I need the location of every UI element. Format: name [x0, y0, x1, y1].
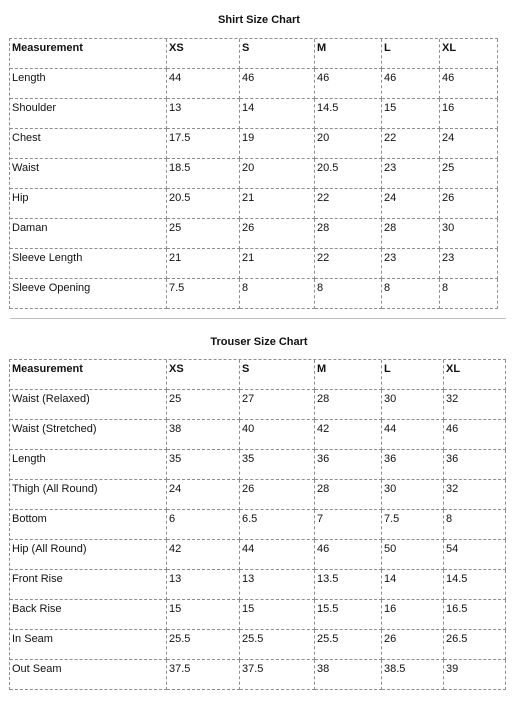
size-xl-cell: 46 — [444, 420, 506, 450]
size-s-cell: 13 — [240, 570, 315, 600]
row-label-cell: Back Rise — [10, 600, 167, 630]
table-row — [10, 420, 506, 450]
table-row — [10, 600, 506, 630]
table-row — [10, 279, 498, 309]
size-l-cell: 30 — [382, 480, 444, 510]
size-l-cell: 23 — [382, 159, 440, 189]
row-label-cell: Bottom — [10, 510, 167, 540]
column-header-l: L — [382, 360, 444, 390]
size-m-cell: 22 — [315, 189, 382, 219]
table-row — [10, 189, 498, 219]
size-s-cell: 27 — [240, 390, 315, 420]
size-m-cell: 25.5 — [315, 630, 382, 660]
size-xs-cell: 15 — [167, 600, 240, 630]
column-header-measurement: Measurement — [10, 360, 167, 390]
size-m-cell: 20 — [315, 129, 382, 159]
size-xs-cell: 6 — [167, 510, 240, 540]
size-xl-cell: 23 — [440, 249, 498, 279]
row-label-cell: Sleeve Length — [10, 249, 167, 279]
size-xs-cell: 44 — [167, 69, 240, 99]
table-row — [10, 660, 506, 690]
column-header-s: S — [240, 360, 315, 390]
size-m-cell: 28 — [315, 480, 382, 510]
table-row — [10, 219, 498, 249]
section-divider — [10, 318, 506, 319]
size-xl-cell: 54 — [444, 540, 506, 570]
size-m-cell: 22 — [315, 249, 382, 279]
size-l-cell: 15 — [382, 99, 440, 129]
size-xs-cell: 25 — [167, 219, 240, 249]
column-header-s: S — [240, 39, 315, 69]
size-xl-cell: 26 — [440, 189, 498, 219]
size-xs-cell: 24 — [167, 480, 240, 510]
size-m-cell: 46 — [315, 540, 382, 570]
table-row — [10, 69, 498, 99]
size-s-cell: 40 — [240, 420, 315, 450]
table-row — [10, 480, 506, 510]
table-header-row — [10, 360, 506, 390]
column-header-xl: XL — [444, 360, 506, 390]
table-row — [10, 630, 506, 660]
size-xs-cell: 7.5 — [167, 279, 240, 309]
column-header-m: M — [315, 360, 382, 390]
size-s-cell: 6.5 — [240, 510, 315, 540]
size-s-cell: 46 — [240, 69, 315, 99]
size-m-cell: 38 — [315, 660, 382, 690]
row-label-cell: Waist — [10, 159, 167, 189]
row-label-cell: Hip — [10, 189, 167, 219]
table-row — [10, 249, 498, 279]
size-m-cell: 14.5 — [315, 99, 382, 129]
size-xs-cell: 18.5 — [167, 159, 240, 189]
size-xl-cell: 14.5 — [444, 570, 506, 600]
table-row — [10, 390, 506, 420]
shirt-size-chart-title: Shirt Size Chart — [218, 14, 300, 26]
table-row — [10, 540, 506, 570]
trouser-size-table — [9, 359, 506, 690]
row-label-cell: Front Rise — [10, 570, 167, 600]
size-l-cell: 24 — [382, 189, 440, 219]
size-l-cell: 50 — [382, 540, 444, 570]
size-xs-cell: 38 — [167, 420, 240, 450]
size-s-cell: 44 — [240, 540, 315, 570]
table-header-row — [10, 39, 498, 69]
row-label-cell: Length — [10, 69, 167, 99]
size-m-cell: 36 — [315, 450, 382, 480]
row-label-cell: Sleeve Opening — [10, 279, 167, 309]
size-xs-cell: 20.5 — [167, 189, 240, 219]
size-xl-cell: 46 — [440, 69, 498, 99]
size-xs-cell: 37.5 — [167, 660, 240, 690]
row-label-cell: Waist (Relaxed) — [10, 390, 167, 420]
column-header-xs: XS — [167, 360, 240, 390]
size-l-cell: 26 — [382, 630, 444, 660]
row-label-cell: Thigh (All Round) — [10, 480, 167, 510]
size-l-cell: 7.5 — [382, 510, 444, 540]
size-m-cell: 13.5 — [315, 570, 382, 600]
row-label-cell: In Seam — [10, 630, 167, 660]
size-s-cell: 26 — [240, 480, 315, 510]
size-xl-cell: 8 — [444, 510, 506, 540]
size-xs-cell: 42 — [167, 540, 240, 570]
size-m-cell: 46 — [315, 69, 382, 99]
table-row — [10, 129, 498, 159]
size-l-cell: 28 — [382, 219, 440, 249]
size-l-cell: 8 — [382, 279, 440, 309]
column-header-xl: XL — [440, 39, 498, 69]
size-s-cell: 37.5 — [240, 660, 315, 690]
size-xl-cell: 8 — [440, 279, 498, 309]
column-header-m: M — [315, 39, 382, 69]
table-row — [10, 159, 498, 189]
size-xl-cell: 25 — [440, 159, 498, 189]
size-l-cell: 30 — [382, 390, 444, 420]
size-l-cell: 38.5 — [382, 660, 444, 690]
size-l-cell: 14 — [382, 570, 444, 600]
size-xs-cell: 13 — [167, 99, 240, 129]
size-xl-cell: 32 — [444, 480, 506, 510]
table-row — [10, 570, 506, 600]
row-label-cell: Length — [10, 450, 167, 480]
size-m-cell: 7 — [315, 510, 382, 540]
table-row — [10, 450, 506, 480]
size-s-cell: 21 — [240, 249, 315, 279]
size-xl-cell: 26.5 — [444, 630, 506, 660]
table-row — [10, 99, 498, 129]
column-header-xs: XS — [167, 39, 240, 69]
size-s-cell: 35 — [240, 450, 315, 480]
column-header-l: L — [382, 39, 440, 69]
size-s-cell: 14 — [240, 99, 315, 129]
row-label-cell: Shoulder — [10, 99, 167, 129]
size-xl-cell: 32 — [444, 390, 506, 420]
size-m-cell: 42 — [315, 420, 382, 450]
size-xl-cell: 16 — [440, 99, 498, 129]
size-xs-cell: 25 — [167, 390, 240, 420]
size-l-cell: 23 — [382, 249, 440, 279]
row-label-cell: Hip (All Round) — [10, 540, 167, 570]
size-s-cell: 25.5 — [240, 630, 315, 660]
size-s-cell: 21 — [240, 189, 315, 219]
size-xl-cell: 39 — [444, 660, 506, 690]
size-xl-cell: 16.5 — [444, 600, 506, 630]
size-m-cell: 28 — [315, 390, 382, 420]
size-l-cell: 44 — [382, 420, 444, 450]
size-m-cell: 28 — [315, 219, 382, 249]
size-s-cell: 19 — [240, 129, 315, 159]
size-s-cell: 15 — [240, 600, 315, 630]
size-l-cell: 36 — [382, 450, 444, 480]
size-xl-cell: 30 — [440, 219, 498, 249]
size-xs-cell: 21 — [167, 249, 240, 279]
size-xs-cell: 17.5 — [167, 129, 240, 159]
row-label-cell: Out Seam — [10, 660, 167, 690]
row-label-cell: Waist (Stretched) — [10, 420, 167, 450]
table-row — [10, 510, 506, 540]
column-header-measurement: Measurement — [10, 39, 167, 69]
size-xs-cell: 13 — [167, 570, 240, 600]
size-xs-cell: 35 — [167, 450, 240, 480]
size-xl-cell: 36 — [444, 450, 506, 480]
size-l-cell: 16 — [382, 600, 444, 630]
trouser-size-chart-title: Trouser Size Chart — [210, 336, 308, 348]
size-m-cell: 15.5 — [315, 600, 382, 630]
size-s-cell: 26 — [240, 219, 315, 249]
size-l-cell: 46 — [382, 69, 440, 99]
size-xs-cell: 25.5 — [167, 630, 240, 660]
row-label-cell: Chest — [10, 129, 167, 159]
size-s-cell: 20 — [240, 159, 315, 189]
size-m-cell: 20.5 — [315, 159, 382, 189]
shirt-size-table — [9, 38, 498, 309]
size-s-cell: 8 — [240, 279, 315, 309]
row-label-cell: Daman — [10, 219, 167, 249]
size-xl-cell: 24 — [440, 129, 498, 159]
size-l-cell: 22 — [382, 129, 440, 159]
size-m-cell: 8 — [315, 279, 382, 309]
